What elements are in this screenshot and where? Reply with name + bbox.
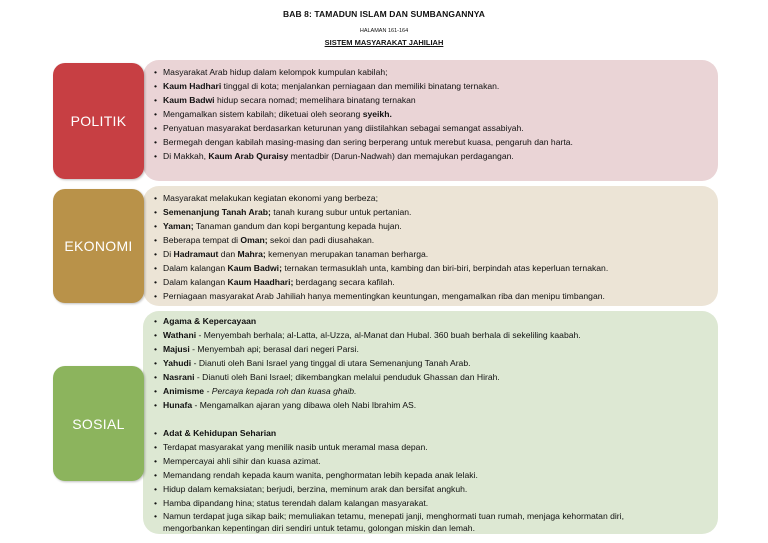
- list-item-text: ternakan termasuklah unta, kambing dan biri-biri, berpindah atas keperluan ternakan.: [281, 263, 609, 273]
- list-item: [163, 440, 718, 454]
- list-item-text: Kaum Badwi: [163, 95, 215, 105]
- list-item: [163, 135, 718, 149]
- list-item-text: hidup secara nomad; memelihara binatang ternakan: [214, 95, 416, 105]
- sosial-list: [163, 314, 718, 534]
- list-item: [163, 233, 718, 247]
- list-item-text: Dalam kalangan: [163, 263, 228, 273]
- list-item-text: Dalam kalangan: [163, 277, 228, 287]
- list-item: [163, 426, 718, 440]
- list-item-text: - Menyembah berhala; al-Latta, al-Uzza, al-Manat dan Hubal. 360 buah berhala di sekeliling kaabah.: [196, 330, 581, 340]
- list-item: [163, 149, 718, 163]
- sosial-label: SOSIAL: [53, 366, 144, 481]
- list-item-text: dan: [218, 249, 238, 259]
- list-item: [163, 247, 718, 261]
- list-item: [163, 342, 718, 356]
- list-item-text: Mempercayai ahli sihir dan kuasa azimat.: [163, 456, 321, 466]
- list-item-text: Agama & Kepercayaan: [163, 316, 257, 326]
- list-item: [163, 328, 718, 342]
- politik-list: [163, 65, 718, 163]
- list-item-text: - Dianuti oleh Bani Israel yang tinggal di utara Semenanjung Tanah Arab.: [191, 358, 471, 368]
- list-item: [163, 121, 718, 135]
- ekonomi-panel: [143, 186, 718, 306]
- list-item: [163, 370, 718, 384]
- page-subtitle: SISTEM MASYARAKAT JAHILIAH: [324, 38, 444, 47]
- chapter-title: BAB 8: TAMADUN ISLAM DAN SUMBANGANNYA: [282, 9, 486, 19]
- politik-panel: [143, 60, 718, 181]
- list-item: [163, 219, 718, 233]
- list-item-text: Adat & Kehidupan Seharian: [163, 428, 277, 438]
- list-item-text: Oman;: [240, 235, 268, 245]
- list-item: [163, 261, 718, 275]
- list-item-text: Di Makkah,: [163, 151, 209, 161]
- page-range: HALAMAN 161-164: [359, 28, 409, 34]
- list-item-text: - Menyembah api; berasal dari negeri Parsi.: [189, 344, 359, 354]
- list-item: [163, 205, 718, 219]
- list-item-text: Nasrani: [163, 372, 195, 382]
- list-item-text: Bermegah dengan kabilah masing-masing dan sering berperang untuk merebut kuasa, pengaruh dan harta.: [163, 137, 573, 147]
- list-item: [163, 275, 718, 289]
- list-item-text: Hadramaut: [173, 249, 219, 259]
- list-item: [163, 468, 718, 482]
- list-item: [163, 191, 718, 205]
- list-item: [163, 93, 718, 107]
- list-item-text: Wathani: [163, 330, 197, 340]
- list-item: [163, 510, 653, 534]
- list-item-text: Mengamalkan sistem kabilah; diketuai oleh seorang: [163, 109, 363, 119]
- list-item: [163, 454, 718, 468]
- list-item-text: Memandang rendah kepada kaum wanita, penghormatan lebih kepada anak lelaki.: [163, 470, 478, 480]
- list-item-text: Masyarakat Arab hidup dalam kelompok kumpulan kabilah;: [163, 67, 388, 77]
- list-item: [163, 384, 718, 398]
- list-item-text: Hamba dipandang hina; status terendah dalam kalangan masyarakat.: [163, 498, 429, 508]
- list-item-text: Tanaman gandum dan kopi bergantung kepada hujan.: [193, 221, 402, 231]
- list-item-text: berdagang secara kafilah.: [293, 277, 395, 287]
- list-item-text: Kaum Arab Quraisy: [208, 151, 289, 161]
- politik-label: POLITIK: [53, 63, 144, 179]
- list-item-text: Animisme: [163, 386, 205, 396]
- ekonomi-label: EKONOMI: [53, 189, 144, 303]
- list-item-text: Mahra;: [237, 249, 266, 259]
- list-item-text: - Mengamalkan ajaran yang dibawa oleh Nabi Ibrahim AS.: [192, 400, 417, 410]
- list-item-text: Kaum Badwi;: [227, 263, 282, 273]
- list-item-text: Majusi: [163, 344, 190, 354]
- list-item-text: Perniagaan masyarakat Arab Jahiliah hanya mementingkan keuntungan, mengamalkan riba dan menipu timbangan.: [163, 291, 605, 301]
- list-item-text: Penyatuan masyarakat berdasarkan keturunan yang diistilahkan sebagai semangat assabiyah.: [163, 123, 524, 133]
- list-item-text: Masyarakat melakukan kegiatan ekonomi yang berbeza;: [163, 193, 378, 203]
- list-item-text: Yaman;: [163, 221, 194, 231]
- list-item-text: tanah kurang subur untuk pertanian.: [270, 207, 412, 217]
- sosial-panel: [143, 311, 718, 534]
- list-item-text: Namun terdapat juga sikap baik; memuliakan tetamu, menepati janji, menghormati tuan rumah, menjaga kehormatan diri, mengorbankan kepentingan diri sendiri untuk tetamu, golongan miskin dan lemah.: [163, 511, 624, 533]
- list-item-text: kemenyan merupakan tanaman berharga.: [265, 249, 429, 259]
- list-item: [163, 65, 718, 79]
- list-item-text: sekoi dan padi diusahakan.: [267, 235, 375, 245]
- list-item-text: tinggal di kota; menjalankan perniagaan dan memiliki binatang ternakan.: [221, 81, 500, 91]
- list-item-text: syeikh.: [362, 109, 392, 119]
- list-item-text: mentadbir (Darun-Nadwah) dan memajukan perdagangan.: [288, 151, 514, 161]
- list-item-text: Hunafa: [163, 400, 193, 410]
- list-item: [163, 314, 718, 328]
- list-item-text: Kaum Hadhari: [163, 81, 222, 91]
- list-item-text: Terdapat masyarakat yang menilik nasib untuk meramal masa depan.: [163, 442, 428, 452]
- list-item: [163, 356, 718, 370]
- list-item: [163, 398, 718, 412]
- list-item: [163, 482, 718, 496]
- list-item: [163, 79, 718, 93]
- list-item: [163, 496, 718, 510]
- list-item-text: - Dianuti oleh Bani Israel; dikembangkan melalui penduduk Ghassan dan Hirah.: [194, 372, 500, 382]
- list-item: [163, 289, 718, 303]
- list-item-text: Beberapa tempat di: [163, 235, 241, 245]
- list-item: [163, 107, 718, 121]
- list-item-text: Yahudi: [163, 358, 192, 368]
- ekonomi-list: [163, 191, 718, 303]
- list-item-text: - Percaya kepada roh dan kuasa ghaib.: [204, 386, 357, 396]
- list-item-text: Kaum Haadhari;: [227, 277, 294, 287]
- list-item-text: Semenanjung Tanah Arab;: [163, 207, 271, 217]
- list-item-text: Di: [163, 249, 174, 259]
- list-item-text: Hidup dalam kemaksiatan; berjudi, berzina, meminum arak dan bersifat angkuh.: [163, 484, 468, 494]
- list-item: [163, 412, 718, 426]
